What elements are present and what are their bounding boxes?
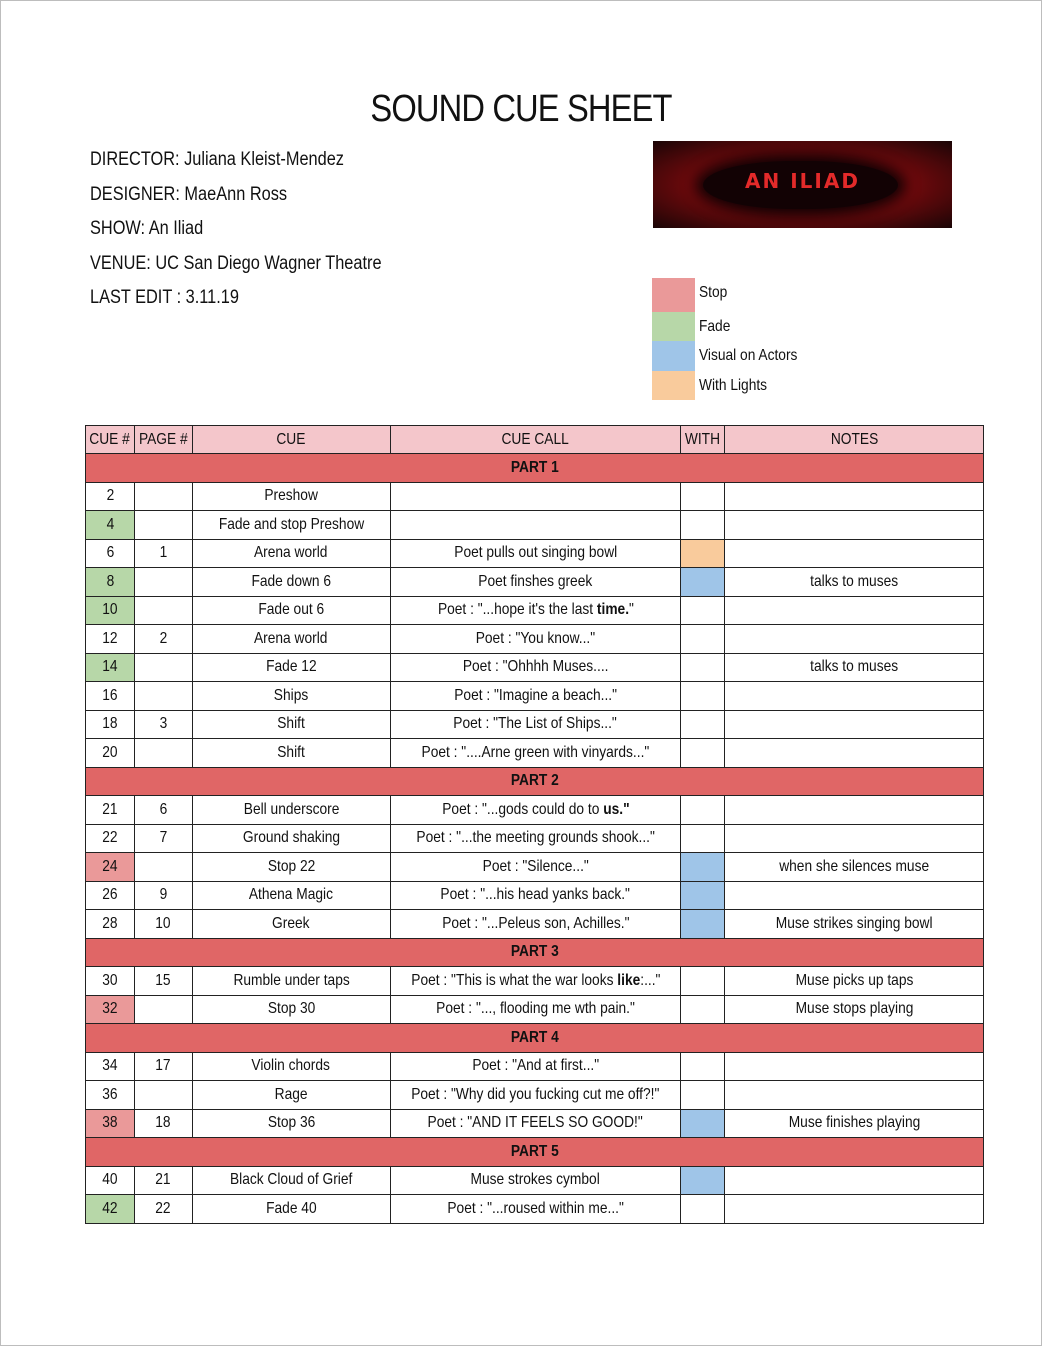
cue-number-cell: 16: [86, 682, 135, 711]
cue-call-cell: Poet pulls out singing bowl: [390, 539, 681, 568]
cue-call-cell: Poet : "....Arne green with vinyards...": [390, 739, 681, 768]
page-number-cell: 21: [135, 1166, 193, 1195]
last-edit-line: LAST EDIT : 3.11.19: [90, 287, 239, 308]
cue-call-cell: Poet : "..., flooding me wth pain.": [390, 995, 681, 1024]
page-number-cell: 7: [135, 824, 193, 853]
cue-number-cell: 18: [86, 710, 135, 739]
part-label: PART 2: [86, 767, 984, 796]
cue-number-cell: 14: [86, 653, 135, 682]
venue-line: VENUE: UC San Diego Wagner Theatre: [90, 252, 382, 274]
notes-cell: [725, 682, 984, 711]
page-number-cell: [135, 482, 193, 511]
cue-row: [86, 995, 984, 1024]
notes-cell: when she silences muse: [725, 853, 984, 882]
director-line: DIRECTOR: Juliana Kleist-Mendez: [90, 149, 344, 170]
with-cell: [681, 881, 725, 910]
cue-call-cell: Poet finshes greek: [390, 568, 681, 597]
with-cell: [681, 796, 725, 825]
cue-number-cell: 20: [86, 739, 135, 768]
cue-call-cell: Poet : "And at first...": [390, 1052, 681, 1081]
cue-number-cell: 4: [86, 511, 135, 540]
cue-row: [86, 796, 984, 825]
cue-number-cell: 6: [86, 539, 135, 568]
with-cell: [681, 625, 725, 654]
cue-row: [86, 824, 984, 853]
cue-number-cell: 10: [86, 596, 135, 625]
cue-number-cell: 38: [86, 1109, 135, 1138]
notes-cell: talks to muses: [725, 568, 984, 597]
cue-table-body: [86, 454, 984, 1224]
part-header-row: [86, 1138, 984, 1167]
page-number-cell: [135, 596, 193, 625]
cue-table: [85, 425, 984, 1224]
cue-number-cell: 30: [86, 967, 135, 996]
cue-call-cell: Poet : "...his head yanks back.": [390, 881, 681, 910]
legend-label-stop: Stop: [699, 284, 728, 301]
cue-call-cell: Poet : "Silence...": [390, 853, 681, 882]
part-header-row: [86, 767, 984, 796]
page-number-cell: 15: [135, 967, 193, 996]
notes-cell: [725, 796, 984, 825]
cue-row: [86, 1052, 984, 1081]
page-number-cell: 3: [135, 710, 193, 739]
cue-call-cell: Poet : "...gods could do to us.": [390, 796, 681, 825]
legend-label-fade: Fade: [699, 318, 731, 335]
with-cell: [681, 539, 725, 568]
cue-row: [86, 1109, 984, 1138]
header-notes: NOTES: [725, 426, 984, 454]
cue-call-cell: Poet : "The List of Ships...": [390, 710, 681, 739]
cue-name-cell: Shift: [192, 739, 390, 768]
page-number-cell: 22: [135, 1195, 193, 1224]
page-number-cell: [135, 653, 193, 682]
part-label: PART 3: [86, 938, 984, 967]
cue-number-cell: 32: [86, 995, 135, 1024]
page-number-cell: 1: [135, 539, 193, 568]
cue-name-cell: Fade out 6: [192, 596, 390, 625]
show-logo: [653, 141, 952, 228]
legend-label-visual: Visual on Actors: [699, 347, 798, 364]
with-cell: [681, 967, 725, 996]
cue-number-cell: 22: [86, 824, 135, 853]
with-cell: [681, 568, 725, 597]
cue-row: [86, 853, 984, 882]
designer-line: DESIGNER: MaeAnn Ross: [90, 183, 288, 205]
cue-row: [86, 710, 984, 739]
notes-cell: [725, 539, 984, 568]
header-page-number: PAGE #: [135, 426, 193, 454]
cue-number-cell: 28: [86, 910, 135, 939]
cue-number-cell: 24: [86, 853, 135, 882]
legend-swatch-stop: [652, 278, 695, 312]
with-cell: [681, 1081, 725, 1110]
cue-number-cell: 36: [86, 1081, 135, 1110]
part-header-row: [86, 454, 984, 483]
page-title: SOUND CUE SHEET: [370, 88, 672, 130]
with-cell: [681, 739, 725, 768]
notes-cell: [725, 710, 984, 739]
cue-name-cell: Fade 12: [192, 653, 390, 682]
page-number-cell: 10: [135, 910, 193, 939]
legend-swatch-lights: [652, 371, 695, 400]
page-number-cell: 2: [135, 625, 193, 654]
cue-row: [86, 1166, 984, 1195]
with-cell: [681, 511, 725, 540]
cue-name-cell: Ships: [192, 682, 390, 711]
with-cell: [681, 596, 725, 625]
cue-call-cell: Poet : "Imagine a beach...": [390, 682, 681, 711]
with-cell: [681, 995, 725, 1024]
notes-cell: [725, 824, 984, 853]
cue-name-cell: Arena world: [192, 625, 390, 654]
cue-call-cell: [390, 511, 681, 540]
page-number-cell: [135, 853, 193, 882]
with-cell: [681, 1166, 725, 1195]
notes-cell: Muse strikes singing bowl: [725, 910, 984, 939]
notes-cell: Muse stops playing: [725, 995, 984, 1024]
part-header-row: [86, 938, 984, 967]
with-cell: [681, 710, 725, 739]
notes-cell: Muse picks up taps: [725, 967, 984, 996]
header-cue: CUE: [192, 426, 390, 454]
cue-row: [86, 482, 984, 511]
cue-number-cell: 26: [86, 881, 135, 910]
notes-cell: [725, 625, 984, 654]
cue-row: [86, 881, 984, 910]
page-number-cell: 9: [135, 881, 193, 910]
cue-number-cell: 34: [86, 1052, 135, 1081]
header-cue-number: CUE #: [86, 426, 135, 454]
cue-row: [86, 568, 984, 597]
header-with: WITH: [681, 426, 725, 454]
with-cell: [681, 1052, 725, 1081]
cue-row: [86, 1195, 984, 1224]
cue-row: [86, 653, 984, 682]
cue-call-cell: Poet : "You know...": [390, 625, 681, 654]
with-cell: [681, 682, 725, 711]
cue-call-cell: Muse strokes cymbol: [390, 1166, 681, 1195]
cue-row: [86, 596, 984, 625]
with-cell: [681, 853, 725, 882]
cue-number-cell: 21: [86, 796, 135, 825]
page-number-cell: [135, 739, 193, 768]
cue-row: [86, 539, 984, 568]
cue-name-cell: Arena world: [192, 539, 390, 568]
cue-call-cell: Poet : "...hope it's the last time.": [390, 596, 681, 625]
page-number-cell: 18: [135, 1109, 193, 1138]
header-cue-call: CUE CALL: [390, 426, 681, 454]
cue-name-cell: Black Cloud of Grief: [192, 1166, 390, 1195]
cue-number-cell: 2: [86, 482, 135, 511]
cue-name-cell: Greek: [192, 910, 390, 939]
notes-cell: Muse finishes playing: [725, 1109, 984, 1138]
with-cell: [681, 1195, 725, 1224]
cue-name-cell: Fade 40: [192, 1195, 390, 1224]
cue-name-cell: Athena Magic: [192, 881, 390, 910]
with-cell: [681, 1109, 725, 1138]
notes-cell: [725, 596, 984, 625]
page-number-cell: 6: [135, 796, 193, 825]
notes-cell: [725, 1081, 984, 1110]
cue-number-cell: 40: [86, 1166, 135, 1195]
cue-row: [86, 910, 984, 939]
cue-number-cell: 8: [86, 568, 135, 597]
cue-name-cell: Stop 30: [192, 995, 390, 1024]
cue-name-cell: Shift: [192, 710, 390, 739]
cue-name-cell: Rumble under taps: [192, 967, 390, 996]
notes-cell: [725, 482, 984, 511]
cue-number-cell: 42: [86, 1195, 135, 1224]
cue-row: [86, 625, 984, 654]
cue-number-cell: 12: [86, 625, 135, 654]
cue-call-cell: [390, 482, 681, 511]
with-cell: [681, 910, 725, 939]
header-row: [86, 426, 984, 454]
part-label: PART 1: [86, 454, 984, 483]
cue-name-cell: Fade down 6: [192, 568, 390, 597]
cue-call-cell: Poet : "AND IT FEELS SO GOOD!": [390, 1109, 681, 1138]
legend-label-lights: With Lights: [699, 377, 768, 394]
notes-cell: [725, 511, 984, 540]
cue-call-cell: Poet : "This is what the war looks like:...": [390, 967, 681, 996]
with-cell: [681, 653, 725, 682]
cue-name-cell: Bell underscore: [192, 796, 390, 825]
cue-name-cell: Ground shaking: [192, 824, 390, 853]
cue-name-cell: Violin chords: [192, 1052, 390, 1081]
notes-cell: talks to muses: [725, 653, 984, 682]
cue-call-cell: Poet : "Why did you fucking cut me off?!": [390, 1081, 681, 1110]
cue-name-cell: Rage: [192, 1081, 390, 1110]
notes-cell: [725, 739, 984, 768]
notes-cell: [725, 881, 984, 910]
notes-cell: [725, 1166, 984, 1195]
show-line: SHOW: An Iliad: [90, 218, 204, 239]
cue-row: [86, 682, 984, 711]
page-number-cell: [135, 511, 193, 540]
cue-call-cell: Poet : "...Peleus son, Achilles.": [390, 910, 681, 939]
cue-name-cell: Fade and stop Preshow: [192, 511, 390, 540]
part-label: PART 5: [86, 1138, 984, 1167]
notes-cell: [725, 1195, 984, 1224]
part-label: PART 4: [86, 1024, 984, 1053]
notes-cell: [725, 1052, 984, 1081]
part-header-row: [86, 1024, 984, 1053]
with-cell: [681, 824, 725, 853]
cue-row: [86, 739, 984, 768]
cue-row: [86, 1081, 984, 1110]
cue-name-cell: Stop 22: [192, 853, 390, 882]
legend-swatch-visual: [652, 341, 695, 371]
page-number-cell: [135, 1081, 193, 1110]
cue-name-cell: Stop 36: [192, 1109, 390, 1138]
logo-text: AN ILIAD: [745, 169, 860, 193]
page-number-cell: [135, 995, 193, 1024]
cue-call-cell: Poet : "...roused within me...": [390, 1195, 681, 1224]
with-cell: [681, 482, 725, 511]
cue-call-cell: Poet : "Ohhhh Muses....: [390, 653, 681, 682]
page-number-cell: [135, 568, 193, 597]
cue-name-cell: Preshow: [192, 482, 390, 511]
legend-swatch-fade: [652, 312, 695, 341]
cue-call-cell: Poet : "...the meeting grounds shook...": [390, 824, 681, 853]
show-info: [90, 146, 429, 319]
page-number-cell: [135, 682, 193, 711]
cue-row: [86, 511, 984, 540]
page-number-cell: 17: [135, 1052, 193, 1081]
cue-row: [86, 967, 984, 996]
